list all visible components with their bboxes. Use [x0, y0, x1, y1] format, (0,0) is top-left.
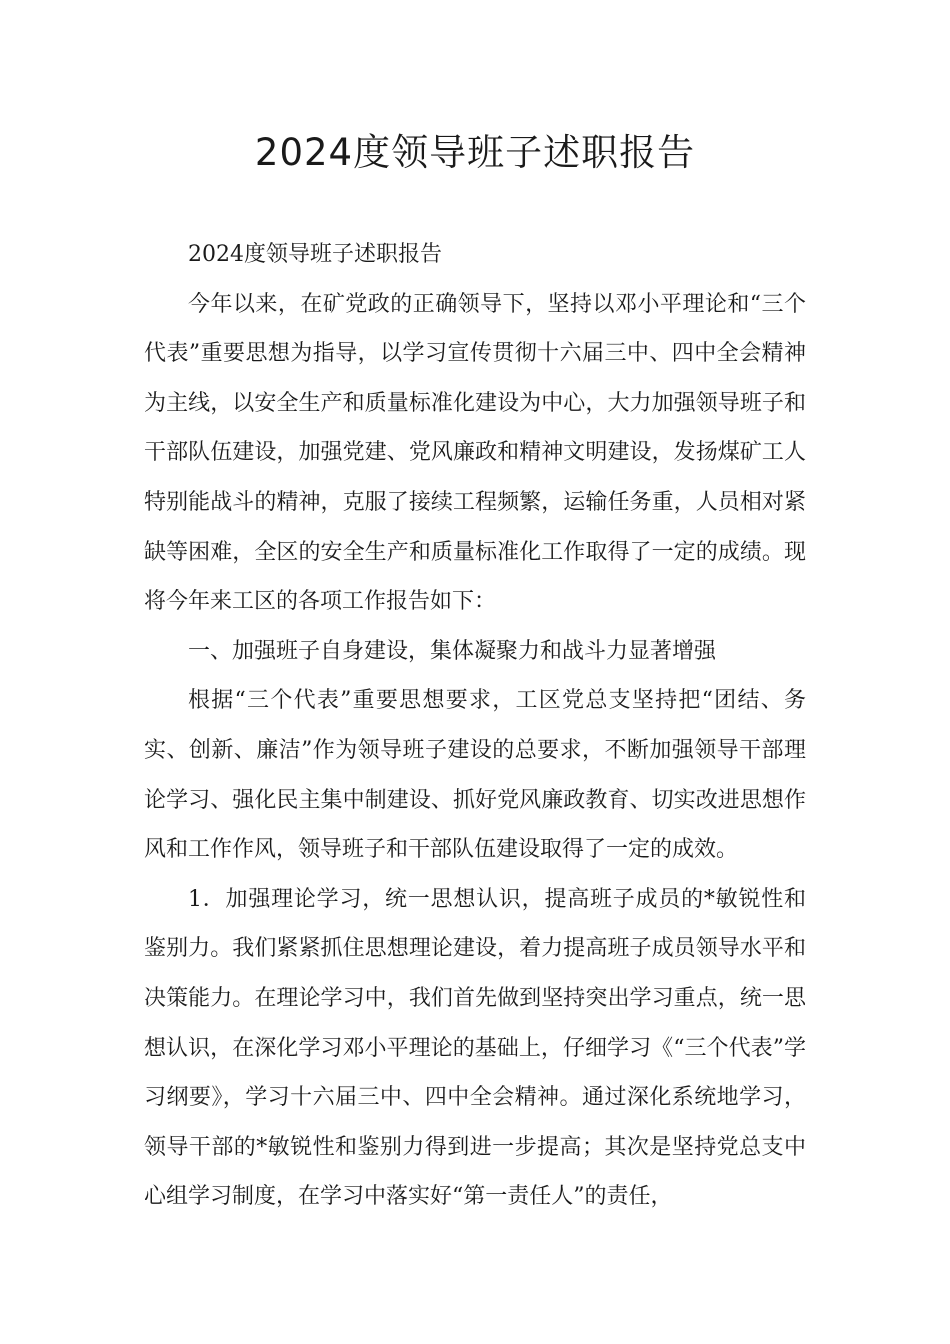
document-title: 2024度领导班子述职报告 [254, 131, 696, 174]
paragraph-intro: 今年以来，在矿党政的正确领导下，坚持以邓小平理论和“三个代表”重要思想为指导，以学习宣传贯彻十六届三中、四中全会精神为主线，以安全生产和质量标准化建设为中心，大力加强领导班子和干部队伍建设，加强党建、党风廉政和精神文明建设，发扬煤矿工人特别能战斗的精神，克服了接续工程频繁，运输任务重，人员相对紧缺等困难，全区的安全生产和质量标准化工作取得了一定的成绩。现将今年来工区的各项工作报告如下： [144, 291, 806, 615]
document-body [144, 230, 806, 1222]
section-heading-1: 一、加强班子自身建设，集体凝聚力和战斗力显著增强 [188, 638, 717, 664]
paragraph-subtitle: 2024度领导班子述职报告 [188, 242, 442, 267]
paragraph-item-1: 1．加强理论学习，统一思想认识，提高班子成员的*敏锐性和鉴别力。我们紧紧抓住思想理论建设，着力提高班子成员领导水平和决策能力。在理论学习中，我们首先做到坚持突出学习重点，统一思想认识，在深化学习邓小平理论的基础上，仔细学习《“三个代表”学习纲要》，学习十六届三中、四中全会精神。通过深化系统地学习，领导干部的*敏锐性和鉴别力得到进一步提高；其次是坚持党总支中心组学习制度，在学习中落实好“第一责任人”的责任， [144, 886, 806, 1210]
paragraph-section-1: 根据“三个代表”重要思想要求，工区党总支坚持把“团结、务实、创新、廉洁”作为领导班子建设的总要求，不断加强领导干部理论学习、强化民主集中制建设、抓好党风廉政教育、切实改进思想作风和工作作风，领导班子和干部队伍建设取得了一定的成效。 [144, 688, 806, 863]
